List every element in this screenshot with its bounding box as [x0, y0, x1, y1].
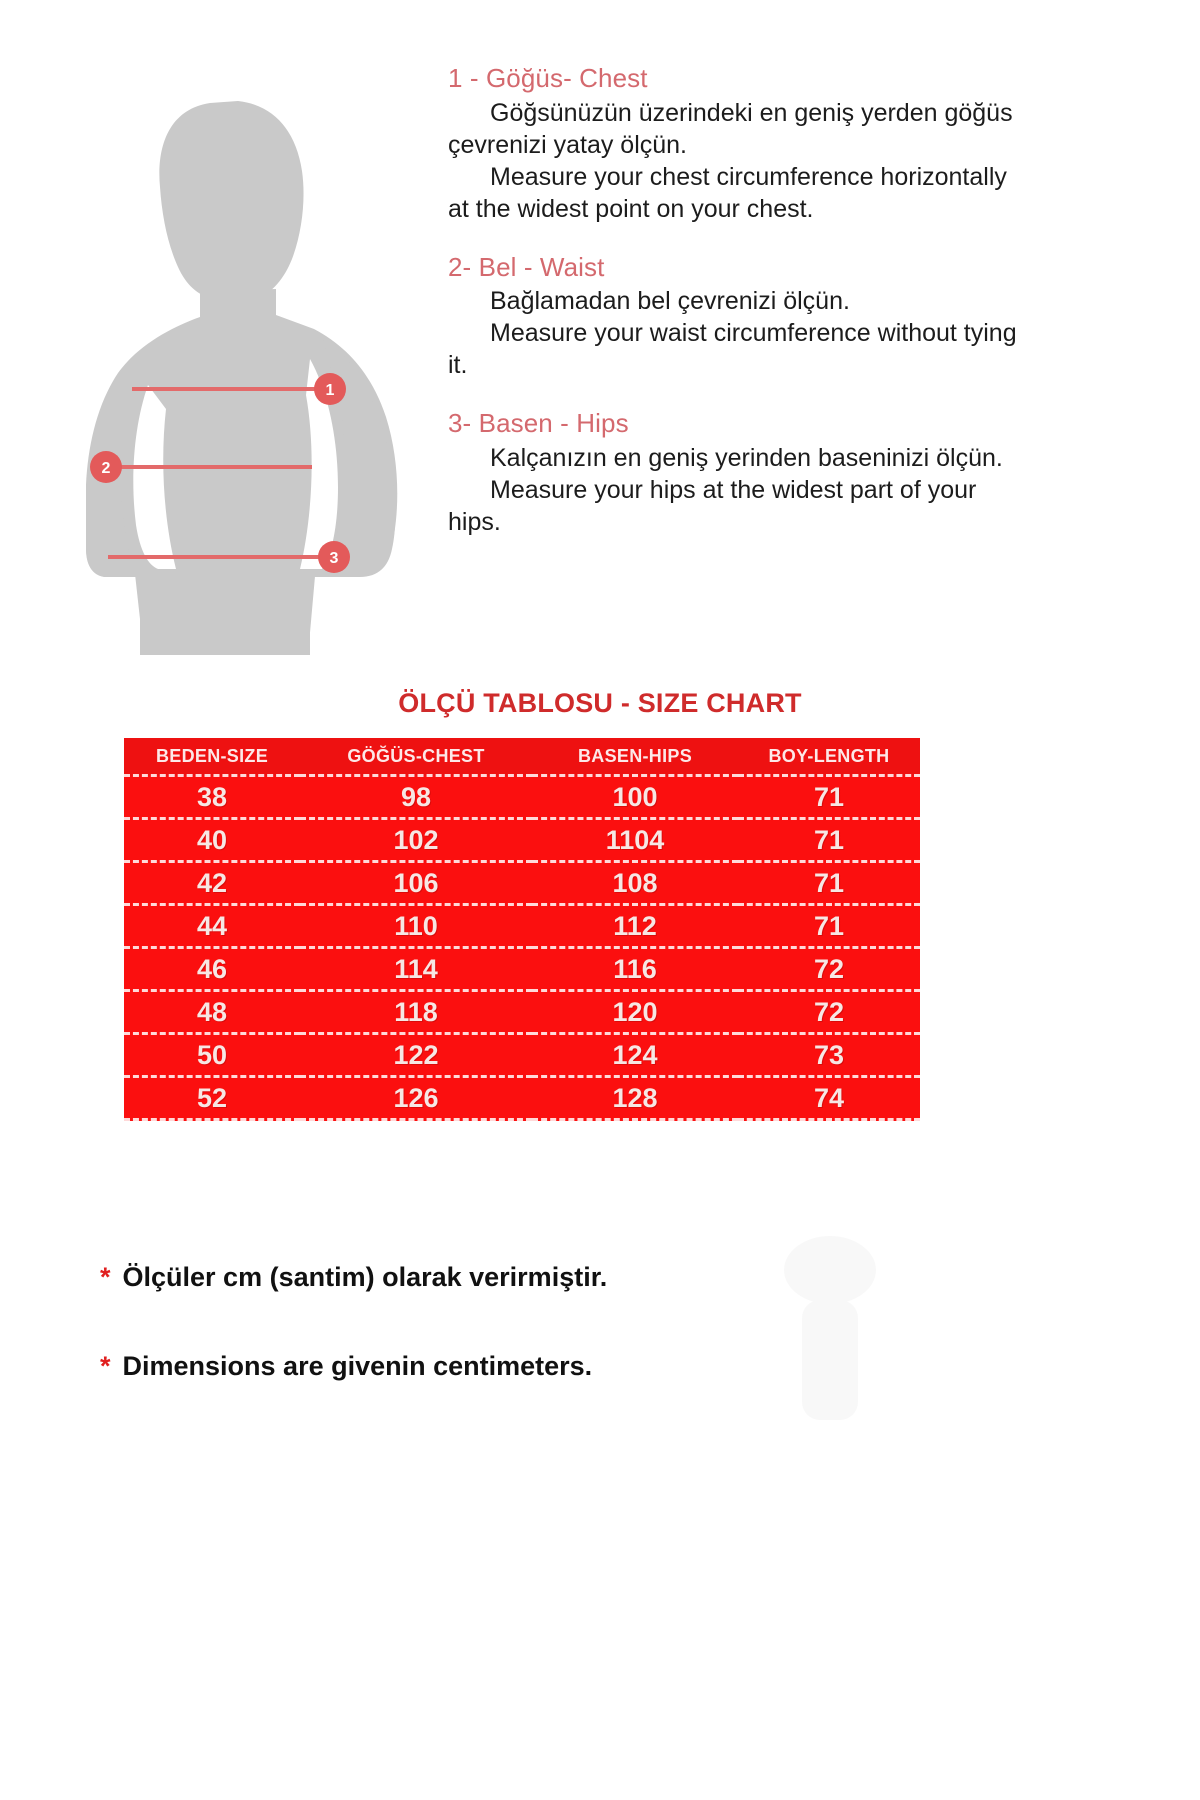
column-header-chest: GÖĞÜS-CHEST: [300, 738, 532, 776]
table-cell: 50: [124, 1034, 300, 1077]
hips-measure-marker: [318, 541, 350, 573]
table-cell: 71: [738, 862, 920, 905]
table-cell: 1104: [532, 819, 738, 862]
table-cell: 71: [738, 819, 920, 862]
column-header-size: BEDEN-SIZE: [124, 738, 300, 776]
table-cell: 114: [300, 948, 532, 991]
table-row: [124, 776, 920, 819]
table-cell: 42: [124, 862, 300, 905]
table-cell: 112: [532, 905, 738, 948]
table-row: [124, 905, 920, 948]
table-cell: 118: [300, 991, 532, 1034]
table-cell: 38: [124, 776, 300, 819]
chest-measure-marker: [314, 373, 346, 405]
instruction-text-waist-tr: Bağlamadan bel çevrenizi ölçün.: [490, 287, 850, 315]
marker-label-1: 1: [325, 382, 335, 399]
instruction-title-hips: 3- Basen - Hips: [448, 408, 629, 438]
column-header-length: BOY-LENGTH: [738, 738, 920, 776]
body-silhouette-figure: [60, 95, 440, 655]
table-cell: 102: [300, 819, 532, 862]
instruction-block-hips: [448, 407, 1028, 538]
table-row: [124, 819, 920, 862]
table-cell: 116: [532, 948, 738, 991]
table-row: [124, 991, 920, 1034]
watermark-graphic: [760, 1230, 900, 1430]
table-cell: 71: [738, 776, 920, 819]
table-cell: 120: [532, 991, 738, 1034]
instruction-text-waist-en: Measure your waist circumference without tying it.: [448, 319, 1017, 379]
instruction-text-hips-en: Measure your hips at the widest part of your hips.: [448, 475, 977, 536]
table-cell: 48: [124, 991, 300, 1034]
instruction-text-chest-en: Measure your chest circumference horizontally at the widest point on your chest.: [448, 162, 1007, 223]
table-cell: 72: [738, 948, 920, 991]
table-cell: 98: [300, 776, 532, 819]
table-cell: 72: [738, 991, 920, 1034]
waist-measure-marker: [90, 451, 122, 483]
table-cell: 110: [300, 905, 532, 948]
instruction-block-waist: [448, 251, 1028, 382]
marker-label-3: 3: [329, 550, 339, 567]
table-row: [124, 862, 920, 905]
table-cell: 71: [738, 905, 920, 948]
table-row: [124, 1034, 920, 1077]
table-cell: 124: [532, 1034, 738, 1077]
note-text-en: Dimensions are givenin centimeters.: [122, 1351, 593, 1381]
note-star-icon: *: [100, 1351, 111, 1381]
silhouette-shape: [86, 101, 397, 655]
size-chart-table: [124, 738, 920, 1121]
note-star-icon: *: [100, 1262, 111, 1292]
table-cell: 106: [300, 862, 532, 905]
table-cell: 44: [124, 905, 300, 948]
table-header-row: [124, 738, 920, 776]
size-chart-title: ÖLÇÜ TABLOSU - SIZE CHART: [398, 688, 802, 718]
table-cell: 126: [300, 1077, 532, 1120]
table-cell: 73: [738, 1034, 920, 1077]
table-row: [124, 1077, 920, 1120]
column-header-hips: BASEN-HIPS: [532, 738, 738, 776]
table-cell: 122: [300, 1034, 532, 1077]
table-cell: 100: [532, 776, 738, 819]
table-cell: 40: [124, 819, 300, 862]
table-cell: 74: [738, 1077, 920, 1120]
instruction-title-chest: 1 - Göğüs- Chest: [448, 63, 648, 93]
table-cell: 52: [124, 1077, 300, 1120]
instruction-text-hips-tr: Kalçanızın en geniş yerinden baseninizi ölçün.: [490, 443, 1003, 472]
instruction-text-chest-tr: Göğsünüzün üzerindeki en geniş yerden göğüs çevrenizi yatay ölçün.: [448, 98, 1013, 159]
instructions-list: [448, 62, 1028, 538]
table-cell: 108: [532, 862, 738, 905]
table-body: [124, 776, 920, 1120]
marker-label-2: 2: [101, 460, 111, 477]
measurement-guide-section: [0, 0, 1200, 700]
instruction-title-waist: 2- Bel - Waist: [448, 251, 605, 282]
instruction-block-chest: [448, 62, 1028, 225]
table-cell: 46: [124, 948, 300, 991]
note-text-tr: Ölçüler cm (santim) olarak verirmiştir.: [122, 1262, 608, 1292]
table-row: [124, 948, 920, 991]
table-cell: 128: [532, 1077, 738, 1120]
